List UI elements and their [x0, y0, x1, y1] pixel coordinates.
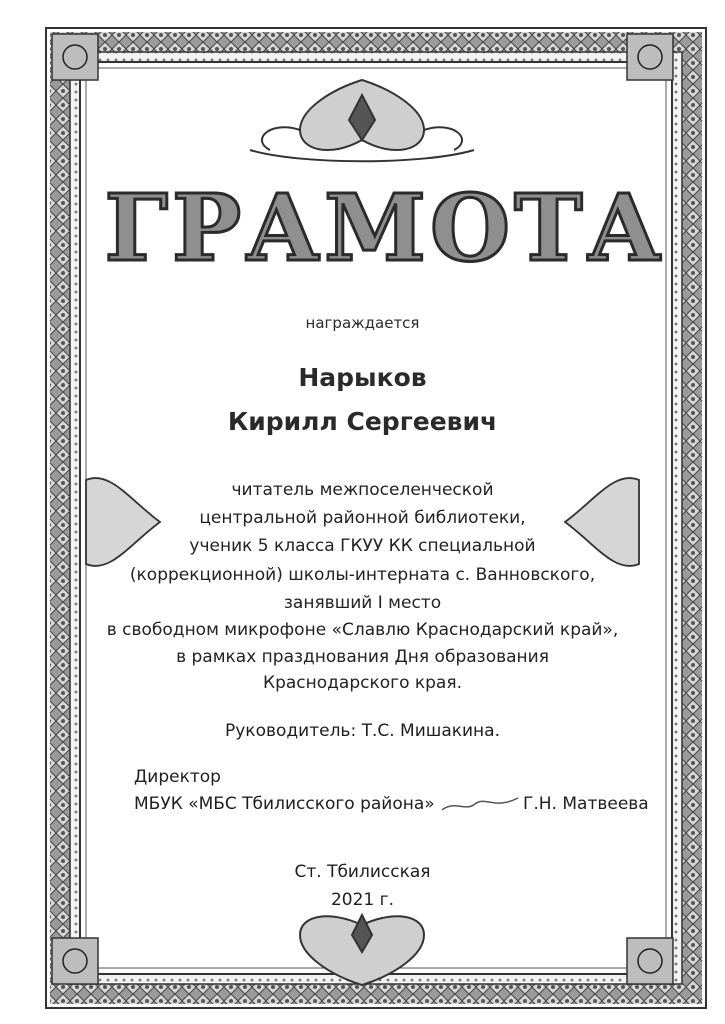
description-line: Краснодарского края. [263, 673, 462, 693]
year-label: 2021 г. [330, 890, 394, 910]
description-line: в рамках празднования Дня образования [176, 647, 549, 667]
director-title: Директор [134, 767, 221, 787]
recipient-given-names: Кирилл Сергеевич [227, 407, 498, 436]
description-line: центральной районной библиотеки, [199, 508, 526, 528]
recipient-surname: Нарыков [298, 363, 427, 392]
signature [440, 790, 520, 820]
certificate-title [104, 168, 666, 282]
description-line: занявший I место [283, 593, 442, 613]
description-line: в свободном микрофоне «Славлю Краснодарский край», [106, 620, 619, 640]
awarded-label: награждается [305, 314, 420, 332]
director-organization: МБУК «МБС Тбилисского района» [134, 794, 435, 814]
place-label: Ст. Тбилисская [294, 862, 431, 882]
leader-line: Руководитель: Т.С. Мишакина. [225, 721, 500, 741]
director-name: Г.Н. Матвеева [523, 794, 649, 814]
description-line: ученик 5 класса ГКУУ КК специальной [189, 536, 536, 556]
description-line: (коррекционной) школы-интерната с. Ванновского, [129, 565, 596, 585]
svg-text:ГРАМОТА: ГРАМОТА [104, 174, 666, 282]
description-line: читатель межпоселенческой [231, 480, 494, 500]
